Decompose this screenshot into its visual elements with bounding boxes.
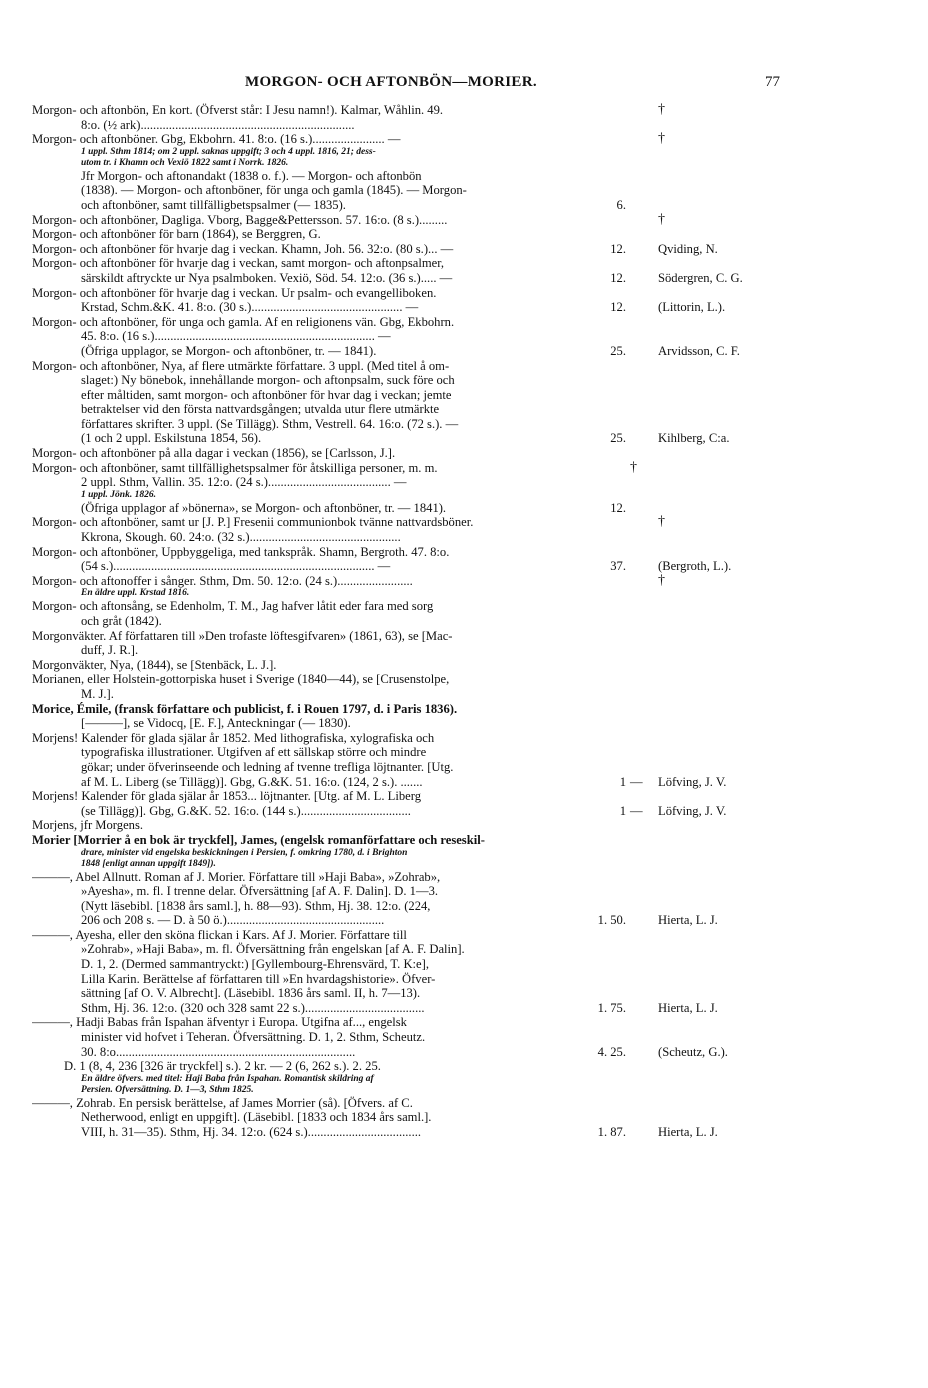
entry-text [0, 515, 600, 544]
entry-text [0, 789, 600, 818]
entry-line: Morgonväkter. Af författaren till »Den trofaste löftesgifvaren» (1861, 63), se [Mac- [32, 628, 453, 643]
entry-col2 [630, 599, 658, 628]
entry-text [0, 574, 600, 600]
entry-line: Morgon- och aftonböner, för unga och gamla. Af en religionens vän. Gbg, Ekbohrn. [32, 314, 455, 329]
entry-col3 [658, 227, 798, 242]
entry-col1 [600, 213, 630, 228]
catalogue-entry [0, 672, 928, 701]
entry-line: En äldre uppl. Krstad 1816. [81, 588, 190, 599]
entry-text [0, 286, 600, 315]
entry-line: och gråt (1842). [81, 614, 162, 628]
dagger-mark: † [658, 131, 665, 147]
entry-line: 2 uppl. Sthm, Vallin. 35. 12:o. (24 s.)....................................... — [81, 475, 407, 490]
entry-line: Morjens! Kalender för glada själar år 1852. Med lithografiska, xylografiska och [32, 730, 435, 745]
entry-text [0, 928, 600, 1016]
entry-line: (1838). — Morgon- och aftonböner, för unga och gamla (1845). — Morgon- [81, 183, 467, 198]
entry-col2 [630, 213, 658, 228]
entry-line: typografiska illustrationer. Utgifven af ett sällskap större och mindre [81, 745, 427, 760]
entry-line: Persien. Öfversättning. D. 1—3, Sthm 1825. [81, 1084, 254, 1095]
entry-col2 [630, 545, 658, 574]
catalogue-entry [0, 870, 928, 928]
catalogue-entry [0, 103, 928, 132]
entry-line: Morgon- och aftonböner, Nya, af flere utmärkte författare. 3 uppl. (Med titel å om- [32, 358, 450, 373]
catalogue-entry [0, 515, 928, 544]
entry-line: ———, Zohrab. En persisk berättelse, af James Morrier (så). [Öfvers. af C. [32, 1095, 413, 1110]
entry-line: Morgon- och aftonoffer i sånger. Sthm, Dm. 50. 12:o. (24 s.)........................ [32, 573, 413, 588]
catalogue-entry [0, 731, 928, 789]
entry-col1 [600, 629, 630, 658]
entry-line: ———, Hadji Babas från Ispahan äfventyr i Europa. Utgifna af..., engelsk [32, 1015, 407, 1030]
entry-line: (Öfriga upplagor af »bönerna», se Morgon- och aftonböner, tr. — 1841). [81, 500, 447, 515]
entry-col3: Löfving, J. V. [658, 803, 727, 818]
entry-line: Morgon- och aftonböner för barn (1864), se Berggren, G. [32, 227, 321, 242]
catalogue-entry [0, 833, 928, 870]
catalogue-entry [0, 446, 928, 461]
entry-line: 45. 8:o. (16 s.)...................................................................... — [81, 329, 391, 344]
entry-line: särskildt aftryckte ur Nya psalmboken. Vexiö, Söd. 54. 12:o. (36 s.)..... — [81, 270, 453, 285]
entry-line: Morgon- och aftonböner, samt ur [J. P.] Fresenii communionbok tvänne nattvardsböner. [32, 515, 474, 530]
entry-col1 [600, 672, 630, 701]
entry-line: Morgon- och aftonböner, Uppbyggeliga, med tankspråk. Shamn, Bergroth. 47. 8:o. [32, 544, 450, 559]
catalogue-entry [0, 315, 928, 359]
dagger-mark: † [658, 572, 665, 588]
entry-col1: 6. [616, 197, 626, 212]
entry-text [0, 103, 600, 132]
entry-col2 [630, 1015, 658, 1059]
entry-line: 1 uppl. Sthm 1814; om 2 uppl. saknas uppgift; 3 och 4 uppl. 1816, 21; dess- [81, 146, 376, 157]
entry-col1 [600, 702, 630, 731]
entry-col2 [630, 870, 658, 928]
entry-line: (Nytt läsebibl. [1838 års saml.], h. 88—93). Sthm, Hj. 38. 12:o. (224, [81, 898, 431, 913]
entry-col1 [600, 103, 630, 132]
catalogue-entry [0, 1096, 928, 1140]
catalogue-entries [0, 103, 928, 1140]
entry-line: [———], se Vidocq, [E. F.], Anteckningar (— 1830). [81, 716, 351, 731]
entry-line: duff, J. R.]. [81, 643, 139, 658]
entry-col1: 37. [610, 559, 626, 574]
entry-text [0, 359, 600, 447]
catalogue-entry [0, 702, 928, 731]
entry-line: Morjens, jfr Morgens. [32, 818, 144, 833]
entry-col3 [658, 702, 798, 731]
entry-col2: — [630, 803, 643, 818]
entry-line: D. 1, 2. (Dermed sammantryckt:) [Gyllembourg-Ehrensvärd, T. K:e], [81, 957, 429, 972]
entry-line: Morgon- och aftonböner på alla dagar i veckan (1856), se [Carlsson, J.]. [32, 446, 396, 461]
entry-text [0, 818, 600, 833]
entry-line: Morgon- och aftonböner, Dagliga. Vborg, Bagge&Pettersson. 57. 16:o. (8 s.)......... [32, 212, 448, 227]
dagger-mark: † [630, 459, 637, 475]
entry-col3: (Scheutz, G.). [658, 1044, 728, 1059]
dagger-mark: † [658, 211, 665, 227]
entry-text [0, 213, 600, 228]
entry-line: (54 s.)................................................................................... — [81, 559, 391, 574]
entry-text [0, 1059, 600, 1096]
entry-col3: (Littorin, L.). [658, 300, 726, 315]
entry-col1: 4. 25. [597, 1044, 626, 1059]
page-number: 77 [765, 74, 780, 90]
entry-line: 1 uppl. Jönk. 1826. [81, 489, 156, 500]
entry-col3 [658, 461, 798, 516]
entry-line: En äldre öfvers. med titel: Haji Baba från Ispahan. Romantisk skildring af [81, 1073, 374, 1084]
entry-line: Krstad, Schm.&K. 41. 8:o. (30 s.)................................................ — [81, 300, 419, 315]
entry-col1 [600, 818, 630, 833]
entry-line: Sthm, Hj. 36. 12:o. (320 och 328 samt 22 s.)...................................... [81, 1000, 425, 1015]
entry-col1: 1. 87. [597, 1125, 626, 1139]
entry-text [0, 833, 600, 870]
catalogue-entry [0, 599, 928, 628]
entry-text [0, 629, 600, 658]
entry-col3 [658, 818, 798, 833]
catalogue-entry [0, 818, 928, 833]
catalogue-entry [0, 461, 928, 516]
catalogue-entry [0, 227, 928, 242]
entry-col3: Södergren, C. G. [658, 270, 743, 285]
entry-text [0, 658, 600, 673]
catalogue-entry [0, 286, 928, 315]
entry-line: Morjens! Kalender för glada själar år 1853... löjtnanter. [Utg. af M. L. Liberg [32, 789, 422, 804]
catalogue-entry [0, 359, 928, 447]
entry-col3 [658, 672, 798, 701]
catalogue-entry [0, 213, 928, 228]
entry-col1 [600, 574, 630, 600]
entry-line: Netherwood, enligt en uppgift]. (Läsebibl. [1833 och 1834 års saml.]. [81, 1110, 432, 1125]
entry-line: drare, minister vid engelska beskickningen i Persien, f. omkring 1780, d. i Brighton [81, 847, 408, 858]
entry-col3: Qviding, N. [658, 241, 718, 256]
entry-col3: Arvidsson, C. F. [658, 343, 740, 358]
page-header [0, 74, 928, 94]
entry-line: (Öfriga upplagor, se Morgon- och aftonböner, tr. — 1841). [81, 343, 377, 358]
entry-line: 206 och 208 s. — D. à 50 ö.).................................................. [81, 913, 385, 928]
entry-line: författares skrifter. 3 uppl. (Se Tillägg). Sthm, Vestrell. 64. 16:o. (72 s.). — [81, 416, 459, 431]
entry-text [0, 446, 600, 461]
catalogue-entry [0, 928, 928, 1016]
entry-col3 [658, 446, 798, 461]
entry-line: Morgon- och aftonböner för hvarje dag i veckan. Ur psalm- och evangelliboken. [32, 285, 437, 300]
entry-text [0, 1096, 600, 1140]
entry-col1 [600, 227, 630, 242]
entry-line: Kkrona, Skough. 60. 24:o. (32 s.)................................................ [81, 530, 401, 545]
entry-col2 [630, 227, 658, 242]
catalogue-entry [0, 242, 928, 257]
entry-col1: 25. [610, 343, 626, 358]
entry-line: efter måltiden, samt morgon- och aftonböner för hvar dag i veckan; jemte [81, 387, 452, 402]
entry-col1: 12. [610, 241, 626, 256]
entry-line: »Ayesha», m. fl. I trenne delar. Öfversättning [af A. F. Dalin]. D. 1—3. [81, 884, 439, 899]
entry-text [0, 242, 600, 257]
entry-col2 [630, 1096, 658, 1140]
catalogue-entry [0, 789, 928, 818]
entry-col2 [630, 515, 658, 544]
entry-col3: Kihlberg, C:a. [658, 431, 730, 446]
entry-line: betraktelser vid den första nattvardsgången; utvalda utur flere utmärkte [81, 402, 440, 417]
entry-line: (1 och 2 uppl. Eskilstuna 1854, 56). [81, 431, 262, 446]
entry-col3 [658, 833, 798, 870]
entry-line: Morgon- och aftonböner för hvarje dag i veckan. Khamn, Joh. 56. 32:o. (80 s.)... — [32, 241, 454, 256]
entry-line: 30. 8:o............................................................................ [81, 1044, 356, 1059]
entry-line: och aftonböner, samt tillfälligbetspsalmer (— 1835). [81, 197, 346, 212]
entry-line: sättning [af O. V. Albrecht]. (Läsebibl. 1836 års saml. II, h. 7—13). [81, 986, 421, 1001]
entry-text [0, 545, 600, 574]
entry-col2 [630, 833, 658, 870]
entry-col2 [630, 672, 658, 701]
entry-text [0, 702, 600, 731]
entry-col2 [630, 242, 658, 257]
entry-text [0, 461, 600, 516]
entry-line: »Zohrab», »Haji Baba», m. fl. Öfversättning från engelskan [af A. F. Dalin]. [81, 942, 465, 957]
entry-line: Morgon- och aftonbön, En kort. (Öfverst står: I Jesu namn!). Kalmar, Wåhlin. 49. [32, 103, 444, 117]
entry-line: D. 1 (8, 4, 236 [326 är tryckfel] s.). 2 kr. — 2 (6, 262 s.). 2. 25. [64, 1059, 381, 1074]
entry-col2 [630, 315, 658, 359]
entry-col3: (Bergroth, L.). [658, 559, 732, 574]
entry-col3 [658, 1059, 798, 1096]
entry-line: ———, Abel Allnutt. Roman af J. Morier. Författare till »Haji Baba», »Zohrab», [32, 869, 441, 884]
catalogue-entry [0, 132, 928, 212]
entry-col2 [630, 286, 658, 315]
entry-text [0, 870, 600, 928]
entry-col2 [630, 446, 658, 461]
entry-col1: 12. [610, 500, 626, 515]
entry-text [0, 599, 600, 628]
entry-col2 [630, 818, 658, 833]
entry-col1 [600, 599, 630, 628]
entry-col2 [630, 629, 658, 658]
entry-col1: 25. [610, 431, 626, 446]
entry-line: Morianen, eller Holstein-gottorpiska huset i Sverige (1840—44), se [Crusenstolpe, [32, 672, 450, 687]
entry-text [0, 315, 600, 359]
entry-line: gökar; under öfverinseende och ledning af tvenne trefliga löjtnanter. [Utg. [81, 759, 454, 774]
entry-text [0, 227, 600, 242]
entry-line: slaget:) Ny bönebok, innehållande morgon- och aftonpsalm, suck före och [81, 373, 455, 388]
entry-col1 [600, 1059, 630, 1096]
entry-text [0, 672, 600, 701]
entry-text [0, 1015, 600, 1059]
entry-col1: 1. 50. [597, 913, 626, 928]
entry-col1 [600, 833, 630, 870]
entry-line: af M. L. Liberg (se Tillägg)]. Gbg, G.&K. 51. 16:o. (124, 2 s.). ....... [81, 774, 423, 789]
entry-text [0, 731, 600, 789]
entry-col2: — [630, 774, 643, 789]
entry-line: 8:o. (½ ark).................................................................... [81, 117, 355, 132]
entry-col3 [658, 599, 798, 628]
entry-col1: 12. [610, 270, 626, 285]
entry-col2 [630, 359, 658, 447]
entry-line: ———, Ayesha, eller den sköna flickan i Kars. Af J. Morier. Författare till [32, 927, 407, 942]
catalogue-entry [0, 256, 928, 285]
entry-line: Morgon- och aftonböner. Gbg, Ekbohrn. 41. 8:o. (16 s.)....................... — [32, 132, 401, 147]
catalogue-entry [0, 658, 928, 673]
entry-line: Morgon- och aftonsång, se Edenholm, T. M., Jag hafver låtit eder fara med sorg [32, 599, 434, 614]
entry-col2 [630, 1059, 658, 1096]
catalogue-entry [0, 545, 928, 574]
entry-line: (se Tillägg)]. Gbg, G.&K. 52. 16:o. (144 s.)................................... [81, 803, 411, 818]
dagger-mark: † [658, 102, 665, 117]
entry-line: minister vid hofvet i Teheran. Öfversättning. D. 1, 2. Sthm, Scheutz. [81, 1030, 426, 1045]
entry-col2 [630, 702, 658, 731]
entry-line: Jfr Morgon- och aftonandakt (1838 o. f.). — Morgon- och aftonbön [81, 168, 422, 183]
catalogue-entry [0, 1059, 928, 1096]
entry-col1: 1 [619, 774, 626, 789]
entry-line: Morier [Morrier å en bok är tryckfel], James, (engelsk romanförfattare och reseskil- [32, 832, 485, 847]
entry-col3: Löfving, J. V. [658, 774, 727, 789]
entry-col1 [600, 446, 630, 461]
entry-line: M. J.]. [81, 686, 114, 701]
entry-text [0, 132, 600, 212]
entry-line: 1848 [enligt annan uppgift 1849]). [81, 858, 216, 869]
entry-col3: Hierta, L. J. [658, 913, 718, 928]
entry-line: Morgon- och aftonböner för hvarje dag i veckan, samt morgon- och aftonpsalmer, [32, 256, 445, 271]
entry-col3 [658, 658, 798, 673]
entry-col2 [630, 574, 658, 600]
entry-col1: 12. [610, 300, 626, 315]
catalogue-entry [0, 629, 928, 658]
entry-col1 [600, 515, 630, 544]
entry-line: utom tr. i Khamn och Vexiö 1822 samt i Norrk. 1826. [81, 157, 289, 168]
entry-line: Morgonväkter, Nya, (1844), se [Stenbäck, L. J.]. [32, 657, 277, 672]
entry-col1: 1 [619, 803, 626, 818]
entry-col3: Hierta, L. J. [658, 1125, 718, 1139]
entry-col2 [630, 928, 658, 1016]
catalogue-entry [0, 574, 928, 600]
entry-line: Morgon- och aftonböner, samt tillfällighetspsalmer för åtskilliga personer, m. m. [32, 460, 438, 475]
entry-col1: 1. 75. [597, 1000, 626, 1015]
running-title: MORGON- OCH AFTONBÖN—MORIER. [245, 74, 537, 90]
dagger-mark: † [658, 514, 665, 530]
entry-col2 [630, 256, 658, 285]
entry-col3 [658, 629, 798, 658]
entry-line: VIII, h. 31—35). Sthm, Hj. 34. 12:o. (624 s.).................................... [81, 1125, 422, 1139]
entry-text [0, 256, 600, 285]
entry-line: Morice, Émile, (fransk författare och publicist, f. i Rouen 1797, d. i Paris 1836). [32, 701, 458, 716]
entry-col2 [630, 103, 658, 132]
entry-line: Lilla Karin. Berättelse af författaren till »En hvardagshistorie». Öfver- [81, 971, 436, 986]
entry-col2 [630, 132, 658, 212]
entry-col3: Hierta, L. J. [658, 1000, 718, 1015]
catalogue-entry [0, 1015, 928, 1059]
entry-col2 [630, 658, 658, 673]
entry-col1 [600, 658, 630, 673]
